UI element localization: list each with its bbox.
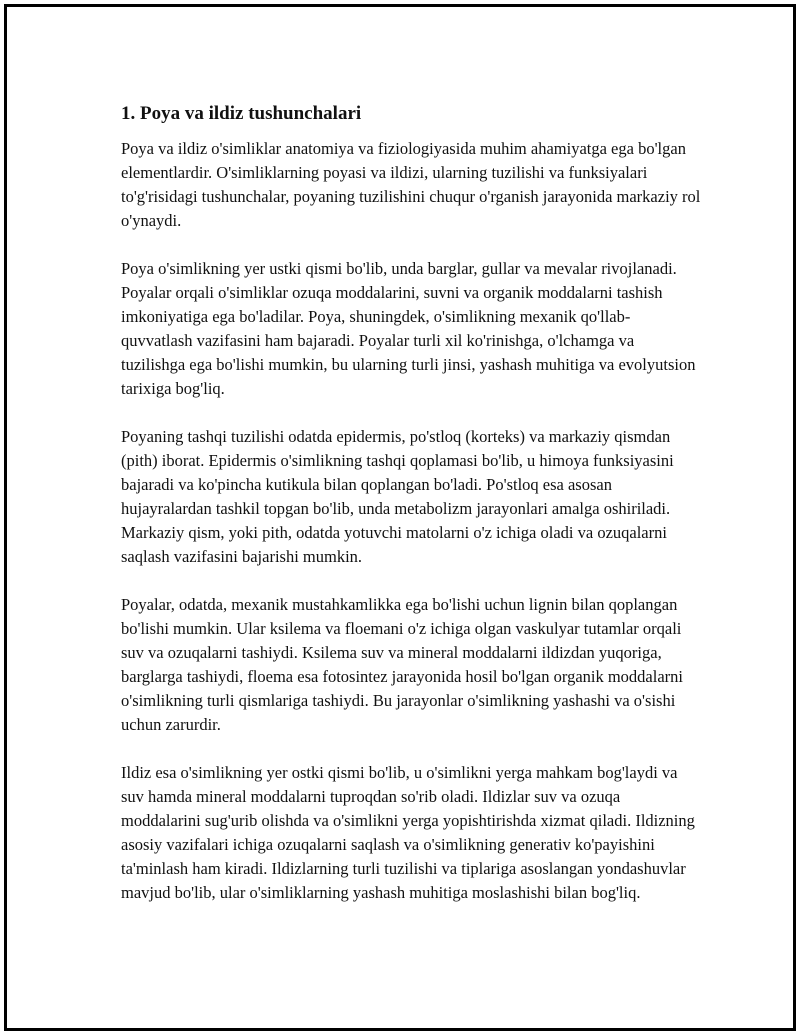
paragraph-5: Ildiz esa o'simlikning yer ostki qismi bo'lib, u o'simlikni yerga mahkam bog'laydi va suv hamda mineral moddalarni tuproqdan so'rib oladi. Ildizlar suv va ozuqa moddalarini sug'urib olishda va o'simlikni yerga yopishtirishda xizmat qiladi. Ildizning asosiy vazifalari ichiga ozuqalarni saqlash va o'simlikning generativ ko'payishini ta'minlash ham kiradi. Ildizlarning turli tuzilishi va tiplariga asoslangan yondashuvlar mavjud bo'lib, ular o'simliklarning yashash muhitiga moslashishi bilan bog'liq. [121,763,695,902]
paragraph-4: Poyalar, odatda, mexanik mustahkamlikka ega bo'lishi uchun lignin bilan qoplangan bo'lishi mumkin. Ular ksilema va floemani o'z ichiga olgan vaskulyar tutamlar orqali suv va ozuqalarni tashiydi. Ksilema suv va mineral moddalarni ildizdan yuqoriga, barglarga tashiydi, floema esa fotosintez jarayonida hosil bo'lgan organik moddalarni o'simlikning turli qismlariga tashiydi. Bu jarayonlar o'simlikning yashashi va o'sishi uchun zarurdir. [121,595,683,734]
paragraph-2: Poya o'simlikning yer ustki qismi bo'lib, unda barglar, gullar va mevalar rivojlanadi. Poyalar orqali o'simliklar ozuqa moddalarini, suvni va organik moddalarni tashish imkoniyatiga ega bo'ladilar. Poya, shuningdek, o'simlikning mexanik qo'llab-quvvatlash vazifasini ham bajaradi. Poyalar turli xil ko'rinishga, o'lchamga va tuzilishga ega bo'lishi mumkin, bu ularning turli jinsi, yashash muhitiga va evolyutsion tarixiga bog'liq. [121,259,696,398]
document-body [121,101,701,929]
paragraph-1: Poya va ildiz o'simliklar anatomiya va fiziologiyasida muhim ahamiyatga ega bo'lgan elementlardir. O'simliklarning poyasi va ildizi, ularning tuzilishi va funksiyalari to'g'risidagi tushunchalar, poyaning tuzilishini chuqur o'rganish jarayonida markaziy rol o'ynaydi. [121,139,701,230]
page-frame [4,4,796,1031]
section-heading: 1. Poya va ildiz tushunchalari [121,103,362,124]
paragraph-3: Poyaning tashqi tuzilishi odatda epidermis, po'stloq (korteks) va markaziy qismdan (pith) iborat. Epidermis o'simlikning tashqi qoplamasi bo'lib, u himoya funksiyasini bajaradi va ko'pincha kutikula bilan qoplangan bo'ladi. Po'stloq esa asosan hujayralardan tashkil topgan bo'lib, unda metabolizm jarayonlari amalga oshiriladi. Markaziy qism, yoki pith, odatda yotuvchi matolarni o'z ichiga oladi va ozuqalarni saqlash vazifasini bajarishi mumkin. [121,427,674,566]
